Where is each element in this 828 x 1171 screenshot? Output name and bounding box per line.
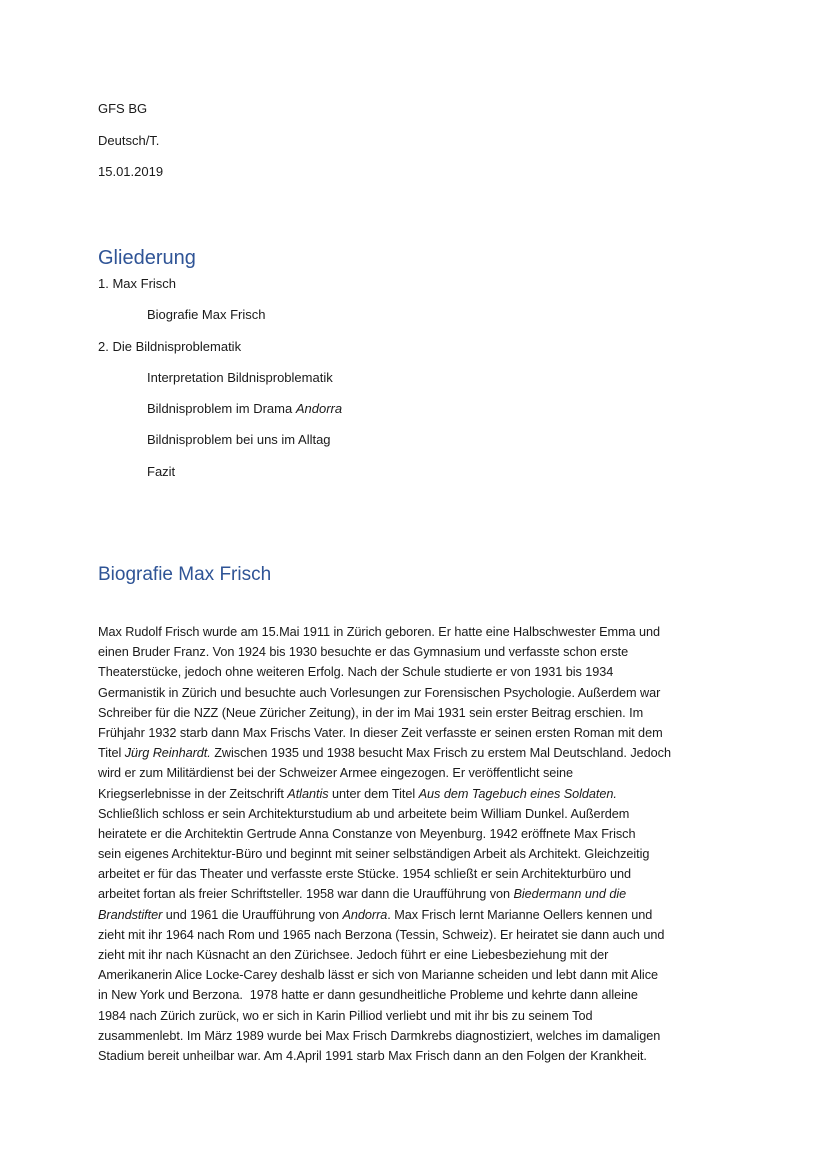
bio-text-run: Kriegserlebnisse in der Zeitschrift <box>98 786 288 801</box>
bio-line <box>98 905 738 925</box>
header-date: 15.01.2019 <box>98 164 164 179</box>
bio-text-run: unter dem Titel <box>328 786 419 801</box>
outline-subitem-biografie: Biografie Max Frisch <box>147 307 266 322</box>
bio-text-run: . Max Frisch lernt Marianne Oellers kennen und <box>387 907 653 922</box>
outline-subitem-fazit: Fazit <box>147 464 176 479</box>
bio-line: zieht mit ihr nach Küsnacht an den Zürichsee. Jedoch führt er eine Liebesbeziehung mit der <box>98 948 609 962</box>
bio-line: Amerikanerin Alice Locke-Carey deshalb lässt er sich von Marianne scheiden und lebt dann mit Alice <box>98 968 658 983</box>
outline-item-max-frisch: 1. Max Frisch <box>98 276 177 291</box>
bio-text-run: Zwischen 1935 und 1938 besucht Max Frisch zu erstem Mal Deutschland. Jedoch <box>210 746 671 761</box>
bio-line: Frühjahr 1932 starb dann Max Frischs Vater. In dieser Zeit verfasste er seinen ersten Roman mit dem <box>98 725 663 740</box>
outline-subitem-andorra <box>147 401 342 417</box>
bio-title-juerg-reinhardt: Jürg Reinhardt. <box>124 746 211 761</box>
bio-text-run: und 1961 die Uraufführung von <box>162 907 343 922</box>
biography-heading: Biografie Max Frisch <box>98 564 272 585</box>
bio-line <box>98 884 738 904</box>
bio-line: 1984 nach Zürich zurück, wo er sich in Karin Pilliod verliebt und mit ihr bis zu seinem Tod <box>98 1008 593 1023</box>
bio-line: zieht mit ihr 1964 nach Rom und 1965 nach Berzona (Tessin, Schweiz). Er heiratet sie dann auch und <box>98 927 665 942</box>
bio-title-atlantis: Atlantis <box>287 786 329 801</box>
bio-line: zusammenlebt. Im März 1989 wurde bei Max Frisch Darmkrebs diagnostiziert, welches im damaligen <box>98 1028 661 1043</box>
bio-line <box>98 743 738 763</box>
outline-subitem-alltag: Bildnisproblem bei uns im Alltag <box>147 432 331 447</box>
bio-line: heiratete er die Architektin Gertrude Anna Constanze von Meyenburg. 1942 eröffnete Max Frisch <box>98 826 636 841</box>
bio-text-run: arbeitet fortan als freier Schriftsteller. 1958 war dann die Uraufführung von <box>98 887 514 902</box>
outline-subitem-andorra-title: Andorra <box>295 401 343 416</box>
bio-line <box>98 784 738 804</box>
outline-subitem-andorra-prefix: Bildnisproblem im Drama <box>147 401 296 416</box>
bio-line: arbeitet er für das Theater und verfasste erste Stücke. 1954 schließt er sein Architekturbüro und <box>98 867 632 882</box>
outline-heading: Gliederung <box>98 247 196 269</box>
outline-subitem-interpretation: Interpretation Bildnisproblematik <box>147 370 333 385</box>
bio-line: Stadium bereit unheilbar war. Am 4.April 1991 starb Max Frisch dann an den Folgen der Krankheit. <box>98 1048 647 1063</box>
bio-line: in New York und Berzona. 1978 hatte er dann gesundheitliche Probleme und kehrte dann alleine <box>98 988 638 1003</box>
bio-title-biedermann: Biedermann und die <box>513 887 627 902</box>
bio-line: Max Rudolf Frisch wurde am 15.Mai 1911 in Zürich geboren. Er hatte eine Halbschwester Emma und <box>98 625 661 639</box>
bio-line: Germanistik in Zürich und besuchte auch Vorlesungen zur Forensischen Psychologie. Außerdem war <box>98 685 661 700</box>
bio-line: sein eigenes Architektur-Büro und beginnt mit seiner selbständigen Arbeit als Architekt. Gleichzeitig <box>98 847 650 862</box>
bio-line: Schließlich schloss er sein Architekturstudium ab und arbeitete beim William Dunkel. Außerdem <box>98 806 630 821</box>
bio-line: Schreiber für die NZZ (Neue Züricher Zeitung), in der im Mai 1931 sein erster Beitrag erschien. Im <box>98 705 644 720</box>
bio-line: einen Bruder Franz. Von 1924 bis 1930 besuchte er das Gymnasium und verfasste schon erste <box>98 645 629 660</box>
header-school: GFS BG <box>98 101 148 116</box>
outline-item-bildnisproblematik: 2. Die Bildnisproblematik <box>98 339 242 354</box>
bio-title-andorra: Andorra <box>342 907 388 922</box>
header-subject: Deutsch/T. <box>98 133 160 148</box>
bio-text-run: Titel <box>98 746 125 761</box>
bio-line: wird er zum Militärdienst bei der Schweizer Armee eingezogen. Er veröffentlicht seine <box>98 766 574 781</box>
biography-paragraph <box>98 622 738 1066</box>
bio-title-brandstifter: Brandstifter <box>98 907 163 922</box>
bio-title-tagebuch: Aus dem Tagebuch eines Soldaten. <box>418 786 617 801</box>
bio-line: Theaterstücke, jedoch ohne weiteren Erfolg. Nach der Schule studierte er von 1931 bis 1934 <box>98 665 614 680</box>
